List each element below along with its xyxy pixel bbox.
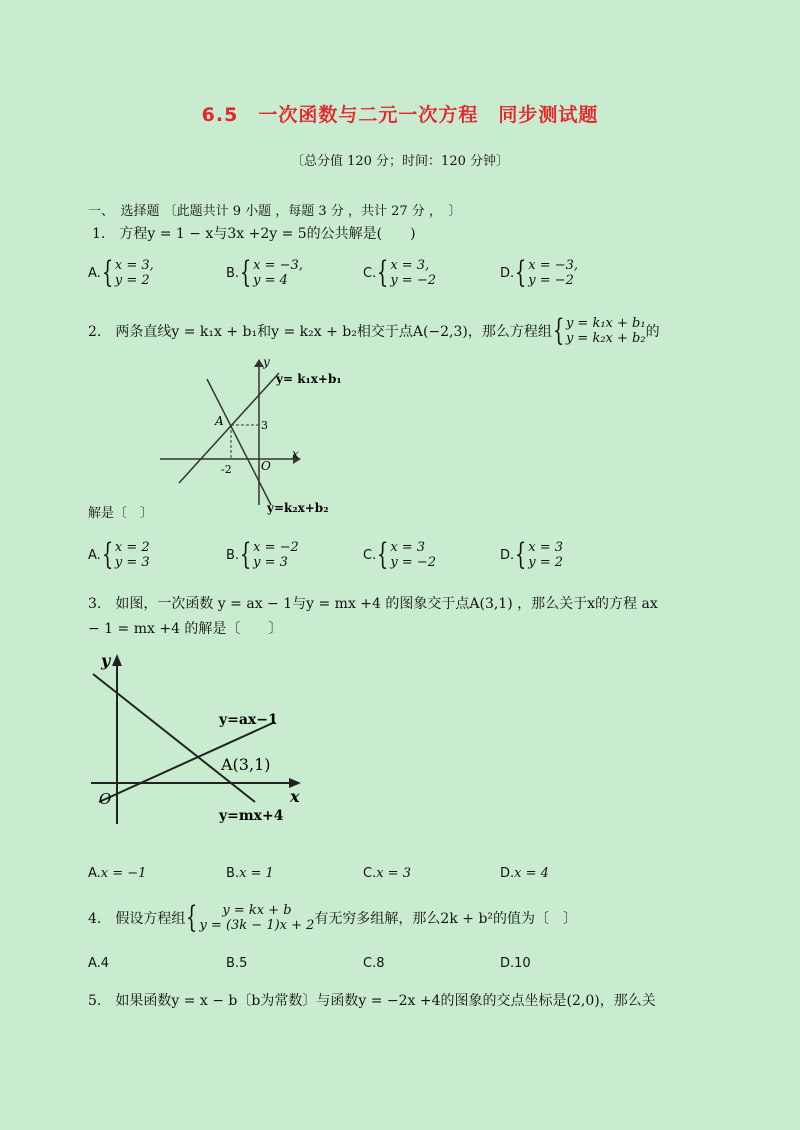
q4-option-b: B. 5	[226, 956, 248, 971]
q2-tick-y: 3	[261, 419, 268, 432]
q3-option-c: C. x = 3	[363, 866, 411, 881]
q2-option-c: C. { x = 3 y = −2	[363, 537, 436, 572]
q1-option-c: C. { x = 3, y = −2	[363, 255, 436, 290]
q2-graph	[155, 355, 355, 520]
question-5-stem: 5. 如果函数y = x − b〔b为常数〕与函数y = −2x +4的图象的交点坐标是(2,0)，那么关	[88, 993, 656, 1009]
q3-x-label: x	[290, 787, 300, 806]
q3-y-label: y	[101, 652, 111, 670]
q2-origin-label: O	[261, 459, 271, 473]
q3-option-b: B. x = 1	[226, 866, 274, 881]
question-3-stem-line-1: 3. 如图，一次函数 y = ax − 1与y = mx +4 的图象交于点A(3,1) ，那么关于x的方程 ax	[88, 596, 658, 612]
question-3-stem-line-2: − 1 = mx +4 的解是〔 〕	[88, 621, 283, 637]
q3-line-2-label: y=mx+4	[219, 808, 284, 824]
q2-tick-x: -2	[221, 463, 232, 476]
q2-answer-prefix: 解是〔 〕	[88, 506, 154, 521]
q2-x-label: x	[292, 447, 299, 461]
question-1-stem: 1. 方程y = 1 − x与3x +2y = 5的公共解是( )	[92, 226, 416, 242]
q2-line-2-label: y=k₂x+b₂	[267, 501, 329, 515]
q2-option-a: A. { x = 2 y = 3	[88, 537, 150, 572]
q2-option-d: D. { x = 3 y = 2	[500, 537, 564, 572]
page-subtitle: 〔总分值 120 分；时间：120 分钟〕	[290, 154, 510, 169]
q2-line-1-label: y= k₁x+b₁	[276, 372, 342, 386]
q1-option-d: D. { x = −3, y = −2	[500, 255, 579, 290]
section-heading: 一、 选择题 〔此题共计 9 小题 ，每题 3 分 ，共计 27 分 ， 〕	[88, 204, 462, 219]
q4-option-a: A. 4	[88, 956, 110, 971]
q1-option-a: A. { x = 3, y = 2	[88, 255, 154, 290]
q3-option-d: D. x = 4	[500, 866, 549, 881]
q2-y-label: y	[263, 355, 270, 369]
page-title: 6.5 一次函数与二元一次方程 同步测试题	[201, 104, 599, 126]
q3-point-label: A(3,1)	[221, 755, 271, 774]
q2-point-label: A	[215, 414, 224, 428]
q2-option-b: B. { x = −2 y = 3	[226, 537, 299, 572]
q4-option-c: C. 8	[363, 956, 385, 971]
q3-origin-label: O	[99, 790, 112, 808]
q3-line-1-label: y=ax−1	[219, 712, 278, 728]
question-4-stem: 4. 假设方程组 { y = kx + b y = (3k − 1)x + 2 有无穷多组解，那么2k + b²的值为〔 〕	[88, 900, 578, 935]
q3-y-arrow	[112, 654, 122, 666]
q3-graph	[85, 652, 315, 832]
q1-option-b: B. { x = −3, y = 4	[226, 255, 303, 290]
q4-option-d: D. 10	[500, 956, 531, 971]
q3-option-a: A. x = −1	[88, 866, 147, 881]
question-2-stem: 2. 两条直线y = k₁x + b₁和y = k₂x + b₂相交于点A(−2,3)，那么方程组 { y = k₁x + b₁ y = k₂x + b₂ 的	[88, 313, 660, 348]
